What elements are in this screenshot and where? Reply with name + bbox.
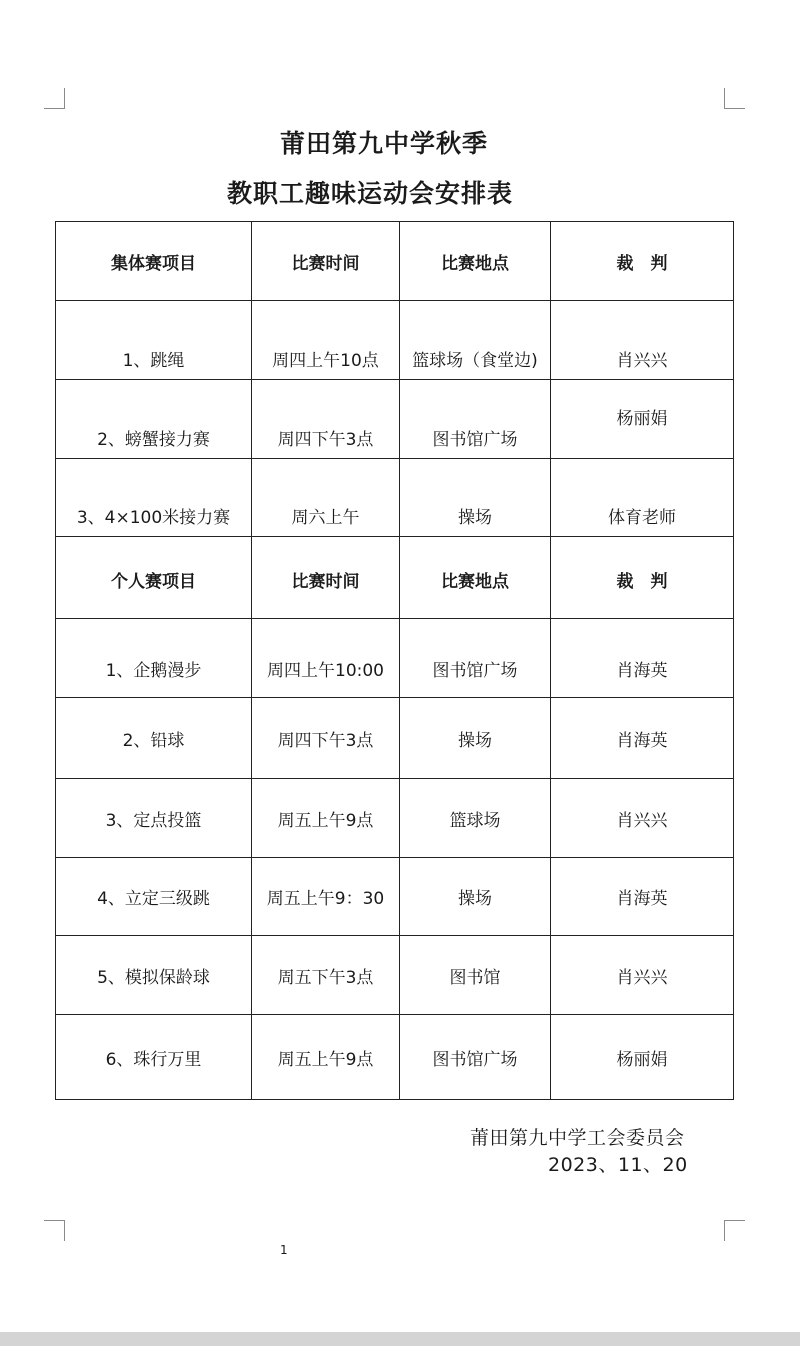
- table-row: [56, 698, 734, 779]
- event-cell: 6、珠行万里: [56, 1015, 252, 1100]
- individual-header-row: [56, 537, 734, 619]
- crop-mark-bottom-left: [44, 1220, 65, 1241]
- time-cell: 周四上午10:00: [252, 619, 400, 698]
- event-cell: 1、跳绳: [56, 301, 252, 380]
- location-cell: 图书馆广场: [400, 1015, 551, 1100]
- header-cell-event: 集体赛项目: [56, 222, 252, 301]
- table-row: [56, 619, 734, 698]
- location-cell: 篮球场（食堂边): [400, 301, 551, 380]
- event-cell: 3、4×100米接力赛: [56, 459, 252, 537]
- event-cell: 2、铅球: [56, 698, 252, 779]
- header-cell-event: 个人赛项目: [56, 537, 252, 619]
- location-cell: 图书馆: [400, 936, 551, 1015]
- location-cell: 图书馆广场: [400, 619, 551, 698]
- time-cell: 周五上午9点: [252, 779, 400, 858]
- table-row: [56, 459, 734, 537]
- referee-cell: 肖兴兴: [551, 301, 734, 380]
- header-cell-time: 比赛时间: [252, 222, 400, 301]
- header-cell-location: 比赛地点: [400, 537, 551, 619]
- location-cell: 操场: [400, 698, 551, 779]
- referee-cell: 肖兴兴: [551, 779, 734, 858]
- referee-cell: 体育老师: [551, 459, 734, 537]
- time-cell: 周五上午9：30: [252, 858, 400, 936]
- page-number: 1: [280, 1243, 288, 1257]
- time-cell: 周四下午3点: [252, 380, 400, 459]
- header-cell-location: 比赛地点: [400, 222, 551, 301]
- group-header-row: [56, 222, 734, 301]
- issue-date: 2023、11、20: [548, 1154, 688, 1176]
- time-cell: 周五下午3点: [252, 936, 400, 1015]
- header-cell-time: 比赛时间: [252, 537, 400, 619]
- time-cell: 周五上午9点: [252, 1015, 400, 1100]
- time-cell: 周六上午: [252, 459, 400, 537]
- table-row: [56, 858, 734, 936]
- event-cell: 3、定点投篮: [56, 779, 252, 858]
- header-cell-referee: 裁 判: [551, 222, 734, 301]
- location-cell: 操场: [400, 459, 551, 537]
- location-cell: 操场: [400, 858, 551, 936]
- document-title-line-2: 教职工趣味运动会安排表: [226, 179, 513, 208]
- referee-cell: 杨丽娟: [551, 1015, 734, 1100]
- header-cell-referee: 裁 判: [551, 537, 734, 619]
- location-cell: 篮球场: [400, 779, 551, 858]
- schedule-table: [55, 221, 734, 1100]
- time-cell: 周四下午3点: [252, 698, 400, 779]
- event-cell: 1、企鹅漫步: [56, 619, 252, 698]
- page-separator-bar: [0, 1332, 800, 1346]
- event-cell: 4、立定三级跳: [56, 858, 252, 936]
- referee-cell: 肖兴兴: [551, 936, 734, 1015]
- table-row: [56, 936, 734, 1015]
- referee-cell: 杨丽娟: [551, 380, 734, 459]
- table-row: [56, 301, 734, 380]
- event-cell: 2、螃蟹接力赛: [56, 380, 252, 459]
- table-row: [56, 380, 734, 459]
- crop-mark-top-left: [44, 88, 65, 109]
- table-row: [56, 1015, 734, 1100]
- referee-cell: 肖海英: [551, 698, 734, 779]
- document-title-line-1: 莆田第九中学秋季: [279, 129, 488, 158]
- issuing-organization: 莆田第九中学工会委员会: [470, 1127, 685, 1149]
- crop-mark-top-right: [724, 88, 745, 109]
- event-cell: 5、模拟保龄球: [56, 936, 252, 1015]
- referee-cell: 肖海英: [551, 619, 734, 698]
- time-cell: 周四上午10点: [252, 301, 400, 380]
- table-row: [56, 779, 734, 858]
- referee-cell: 肖海英: [551, 858, 734, 936]
- location-cell: 图书馆广场: [400, 380, 551, 459]
- crop-mark-bottom-right: [724, 1220, 745, 1241]
